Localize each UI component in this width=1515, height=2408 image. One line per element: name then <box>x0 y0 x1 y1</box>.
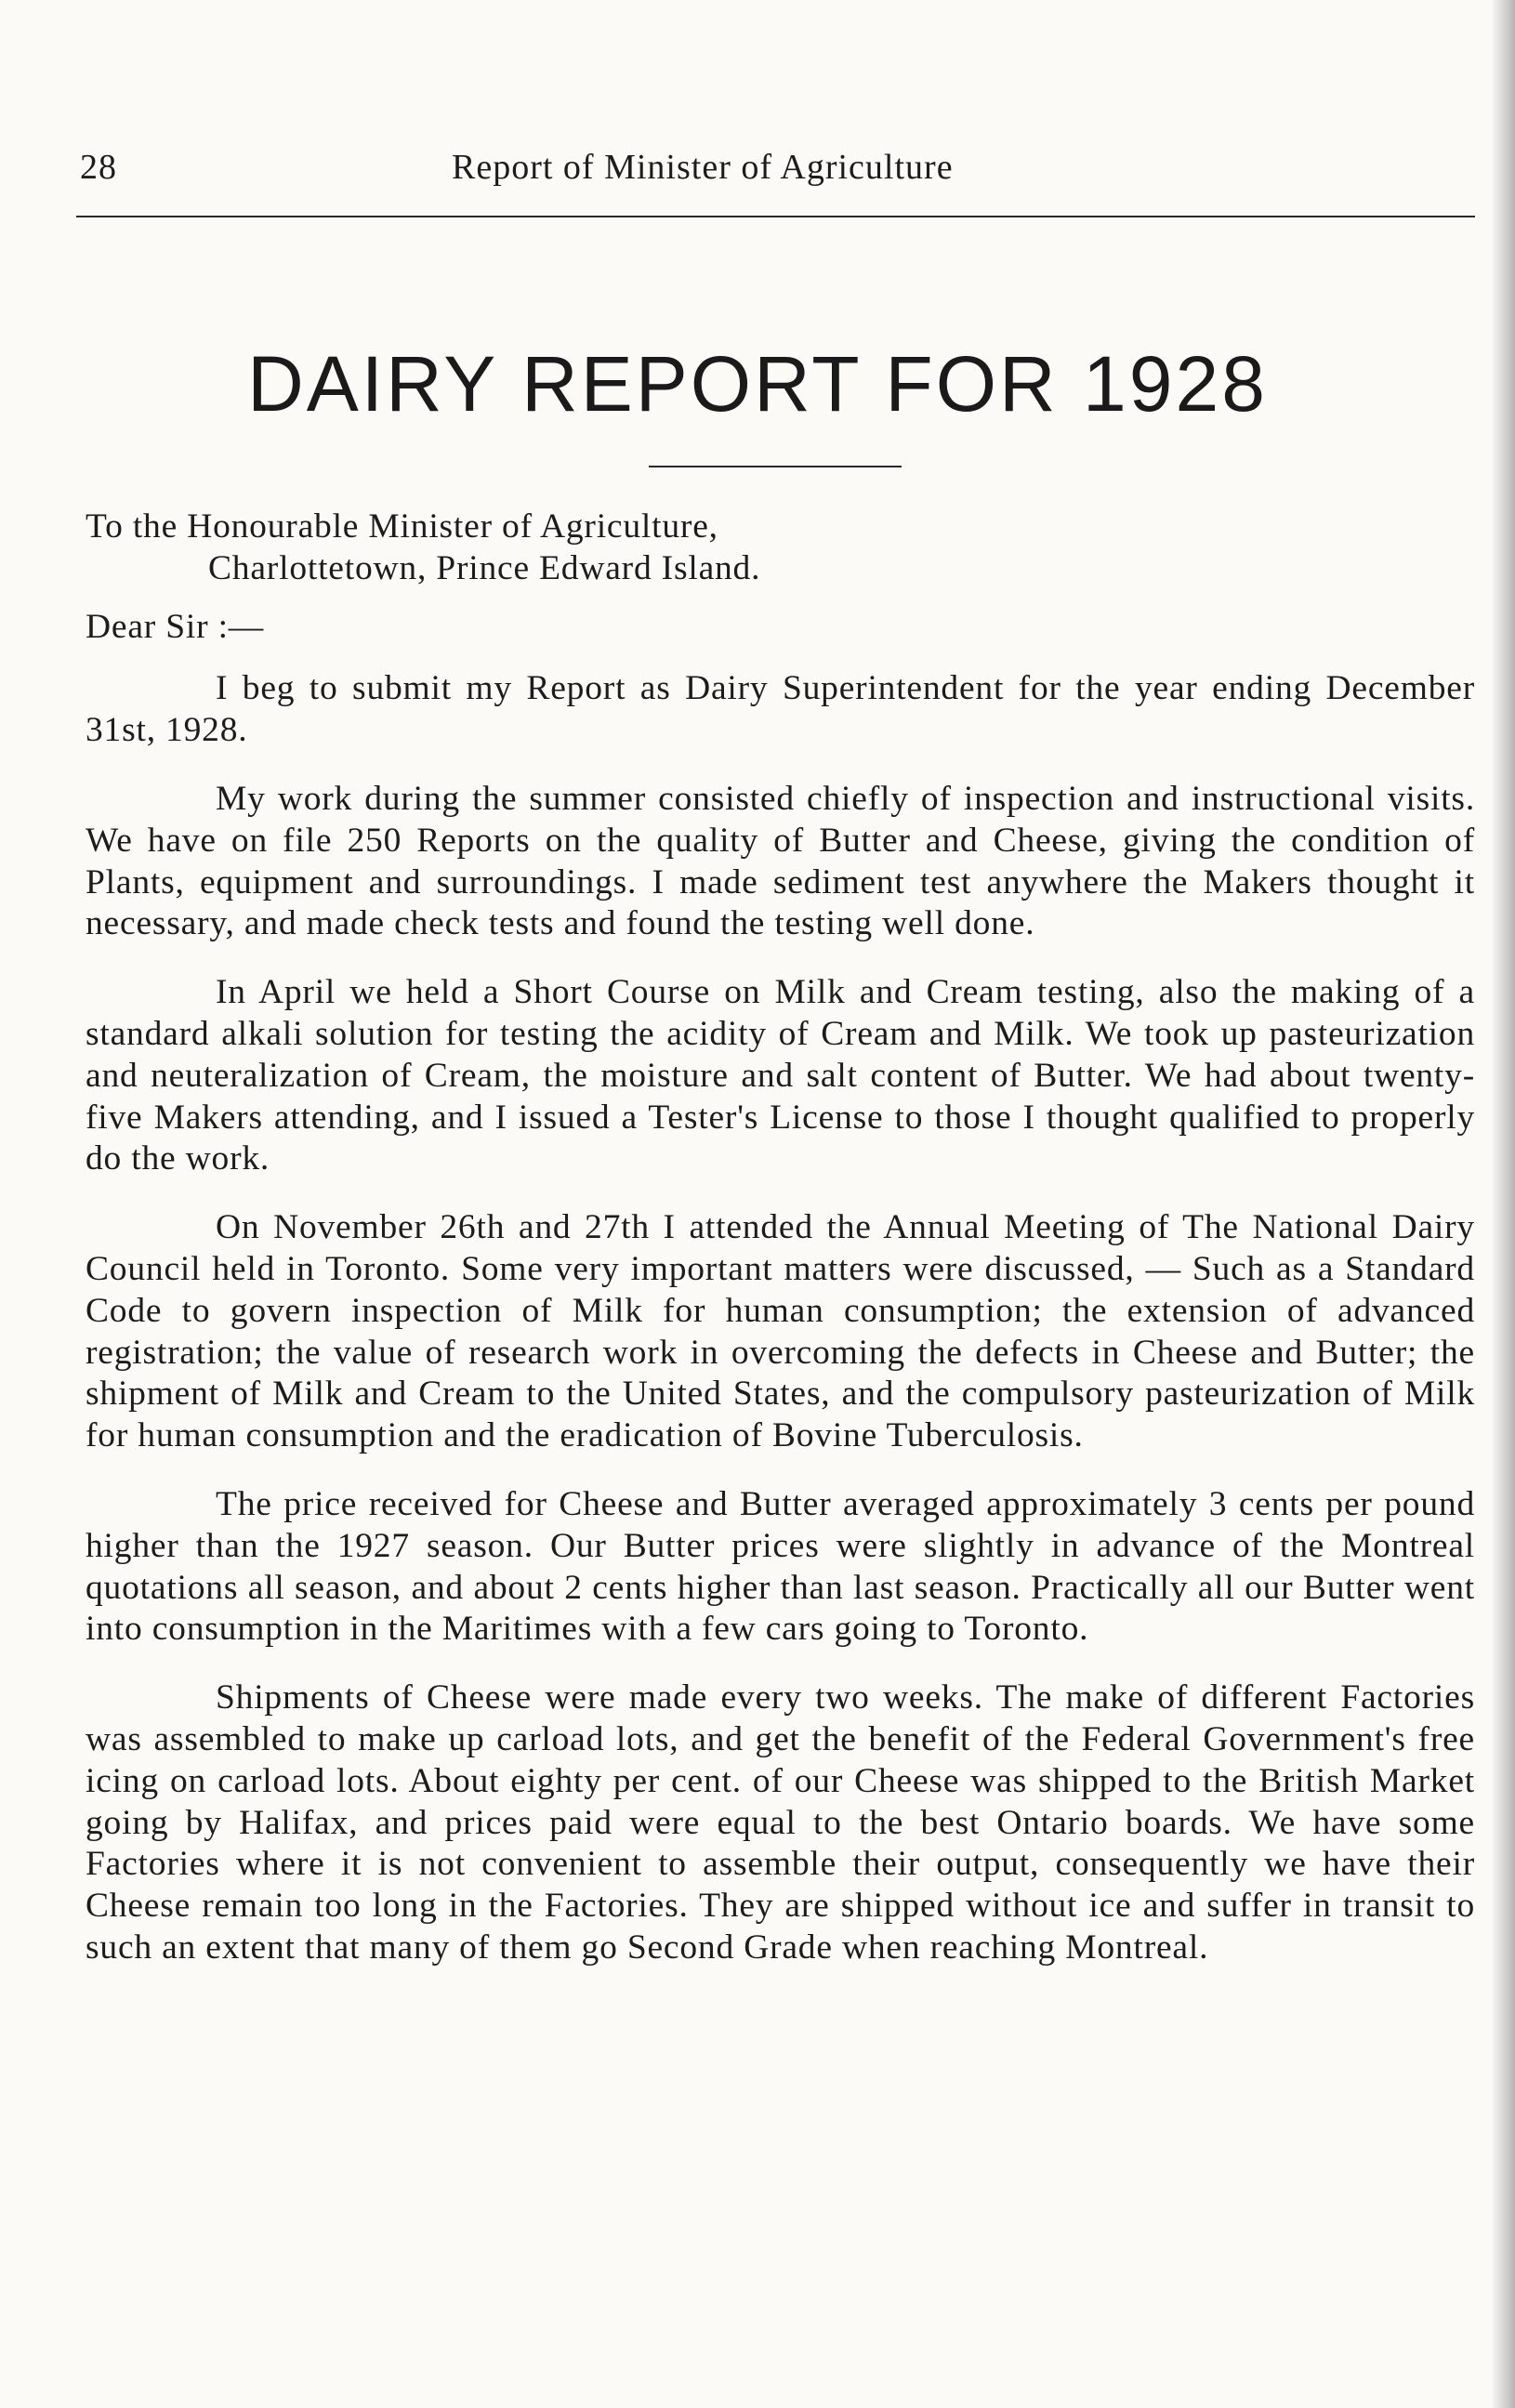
paragraph-1: I beg to submit my Report as Dairy Superintendent for the year ending December 31st, 1928. <box>86 669 1475 750</box>
running-title: Report of Minister of Agriculture <box>452 148 954 187</box>
paragraph-2: My work during the summer consisted chiefly of inspection and instructional visits. We have on file 250 Reports on the quality of Butter and Cheese, giving the condition of Plants, equipment and surroundings. I made sediment test anywhere the Makers thought it necessary, and made check tests and found the testing well done. <box>86 779 1475 943</box>
paragraph-3: In April we held a Short Course on Milk and Cream testing, also the making of a standard alkali solution for testing the acidity of Cream and Milk. We took up pasteurization and neuteralization of Cream, the moisture and salt content of Butter. We had about twenty-five Makers attending, and I issued a Tester's License to those I thought qualified to properly do the work. <box>86 973 1475 1178</box>
address-line-2: Charlottetown, Prince Edward Island. <box>208 548 761 587</box>
address-line-1: To the Honourable Minister of Agriculture, <box>86 507 718 546</box>
paragraph-4: On November 26th and 27th I attended the Annual Meeting of The National Dairy Council held in Toronto. Some very important matters were discussed, — Such as a Standard Code to govern inspection of Milk for human consumption; the extension of advanced registration; the value of research work in overcoming the defects in Cheese and Butter; the shipment of Milk and Cream to the United States, and the compulsory pasteurization of Milk for human consumption and the eradication of Bovine Tuberculosis. <box>86 1208 1475 1455</box>
page-edge-shadow <box>1491 0 1515 2408</box>
paragraph-6: Shipments of Cheese were made every two weeks. The make of different Factories was assembled to make up carload lots, and get the benefit of the Federal Government's free icing on carload lots. About eighty per cent. of our Cheese was shipped to the British Market going by Halifax, and prices paid were equal to the best Ontario boards. We have some Factories where it is not convenient to assemble their output, consequently we have their Cheese remain too long in the Factories. They are shipped without ice and suffer in transit to such an extent that many of them go Second Grade when reaching Montreal. <box>86 1678 1475 1967</box>
paragraph-5: The price received for Cheese and Butter averaged approximately 3 cents per pound higher than the 1927 season. Our Butter prices were slightly in advance of the Montreal quotations all season, and about 2 cents higher than last season. Practically all our Butter went into consumption in the Maritimes with a few cars going to Toronto. <box>86 1484 1475 1649</box>
salutation: Dear Sir :— <box>86 607 265 646</box>
running-header <box>80 147 1474 193</box>
report-title: DAIRY REPORT FOR 1928 <box>247 340 1268 428</box>
letter-body <box>86 507 1475 1996</box>
header-rule <box>76 216 1475 217</box>
title-rule <box>649 466 902 467</box>
page-number: 28 <box>80 148 117 187</box>
